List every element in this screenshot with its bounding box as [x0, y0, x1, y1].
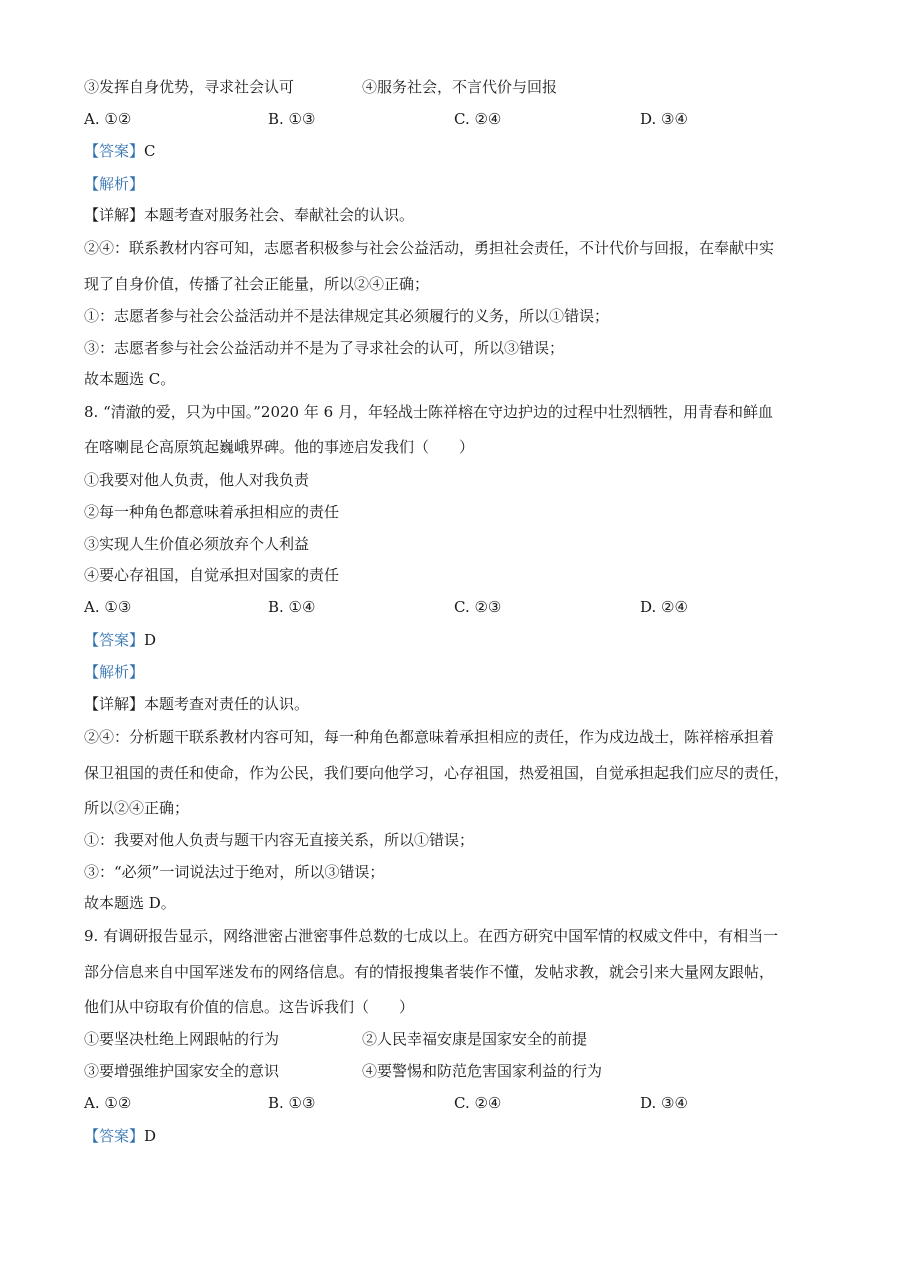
q7-analysis-tag: 【解析】 [84, 175, 145, 193]
answer-value: D [144, 1127, 157, 1145]
q8-item-2: ②每一种角色都意味着承担相应的责任 [84, 503, 340, 521]
q9-stem: 他们从中窃取有价值的信息。这告诉我们（ ） [84, 998, 415, 1016]
q8-analysis-tag: 【解析】 [84, 663, 145, 681]
answer-tag: 【答案】 [84, 631, 145, 649]
q7-analysis-line: ②④：联系教材内容可知，志愿者积极参与社会公益活动，勇担社会责任，不计代价与回报，在奉献中实 [84, 239, 775, 257]
answer-value: C [144, 142, 156, 160]
q8-analysis-line: 故本题选 D。 [84, 894, 176, 912]
q7-choice-a: A. ①② [84, 110, 132, 128]
q9-item-4: ④要警惕和防范危害国家利益的行为 [362, 1062, 603, 1080]
q9-choice-c: C. ②④ [454, 1094, 502, 1112]
answer-tag: 【答案】 [84, 1127, 145, 1145]
q7-analysis-line: 故本题选 C。 [84, 370, 176, 388]
q8-analysis-line: ①：我要对他人负责与题干内容无直接关系，所以①错误； [84, 831, 475, 849]
detail-text: 本题考查对责任的认识。 [144, 695, 310, 713]
detail-tag: 【详解】 [84, 206, 145, 224]
q7-choice-c: C. ②④ [454, 110, 502, 128]
q8-item-4: ④要心存祖国，自觉承担对国家的责任 [84, 566, 340, 584]
q9-item-1: ①要坚决杜绝上网跟帖的行为 [84, 1030, 280, 1048]
detail-text: 本题考查对服务社会、奉献社会的认识。 [144, 206, 415, 224]
q8-item-3: ③实现人生价值必须放弃个人利益 [84, 535, 310, 553]
q8-analysis-line: ③：“必须”一词说法过于绝对，所以③错误； [84, 863, 385, 881]
q7-option-3: ③发挥自身优势，寻求社会认可 [84, 78, 295, 96]
answer-tag: 【答案】 [84, 142, 145, 160]
q9-answer [84, 1126, 156, 1146]
detail-tag: 【详解】 [84, 695, 145, 713]
q8-analysis-line: 所以②④正确； [84, 799, 190, 817]
q8-choice-c: C. ②③ [454, 598, 502, 616]
q8-detail [84, 694, 309, 714]
q7-detail [84, 205, 414, 225]
q7-analysis-line: 现了自身价值，传播了社会正能量，所以②④正确； [84, 275, 430, 293]
q7-choice-b: B. ①③ [268, 110, 316, 128]
q8-analysis-line: ②④：分析题干联系教材内容可知，每一种角色都意味着承担相应的责任，作为戍边战士，陈祥榕承担着 [84, 728, 775, 746]
q8-choice-b: B. ①④ [268, 598, 316, 616]
q9-stem: 部分信息来自中国军迷发布的网络信息。有的情报搜集者装作不懂，发帖求教，就会引来大量网友跟帖， [84, 963, 775, 981]
q7-option-4: ④服务社会，不言代价与回报 [362, 78, 558, 96]
q7-answer [84, 141, 156, 161]
q7-analysis-line: ①：志愿者参与社会公益活动并不是法律规定其必须履行的义务，所以①错误； [84, 307, 610, 325]
q9-item-3: ③要增强维护国家安全的意识 [84, 1062, 280, 1080]
q9-choice-d: D. ③④ [640, 1094, 688, 1112]
q8-stem: 8. “清澈的爱，只为中国。”2020 年 6 月，年轻战士陈祥榕在守边护边的过程中壮烈牺牲，用青春和鲜血 [84, 403, 773, 421]
q7-analysis-line: ③：志愿者参与社会公益活动并不是为了寻求社会的认可，所以③错误； [84, 339, 565, 357]
answer-value: D [144, 631, 157, 649]
q8-choice-a: A. ①③ [84, 598, 132, 616]
q8-answer [84, 630, 156, 650]
q7-choice-d: D. ③④ [640, 110, 688, 128]
q8-analysis-line: 保卫祖国的责任和使命，作为公民，我们要向他学习，心存祖国，热爱祖国，自觉承担起我们应尽的责任， [84, 764, 790, 782]
q8-item-1: ①我要对他人负责，他人对我负责 [84, 471, 310, 489]
q8-choice-d: D. ②④ [640, 598, 688, 616]
q9-item-2: ②人民幸福安康是国家安全的前提 [362, 1030, 588, 1048]
q9-stem: 9. 有调研报告显示，网络泄密占泄密事件总数的七成以上。在西方研究中国军情的权威文件中，有相当一 [84, 927, 779, 945]
q8-stem: 在喀喇昆仑高原筑起巍峨界碑。他的事迹启发我们（ ） [84, 438, 475, 456]
q9-choice-a: A. ①② [84, 1094, 132, 1112]
q9-choice-b: B. ①③ [268, 1094, 316, 1112]
